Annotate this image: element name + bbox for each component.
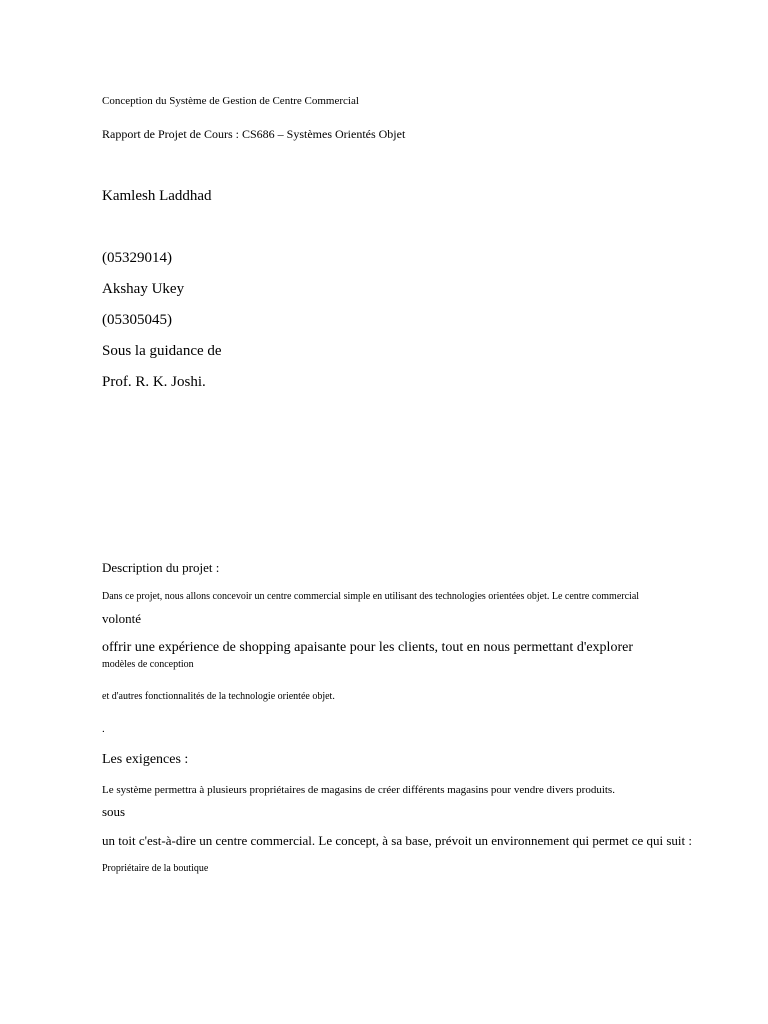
requirements-text-line: un toit c'est-à-dire un centre commercial. Le concept, à sa base, prévoit un environnement qui permet ce qui suit : xyxy=(102,833,693,848)
author1-id: (05329014) xyxy=(102,250,172,266)
description-text-line: volonté xyxy=(102,611,141,626)
supervisor-name: Prof. R. K. Joshi. xyxy=(102,374,206,390)
description-text-line: offrir une expérience de shopping apaisante pour les clients, tout en nous permettant d'explorer xyxy=(102,640,633,655)
description-text-line: et d'autres fonctionnalités de la technologie orientée objet. xyxy=(102,691,335,702)
description-heading: Description du projet : xyxy=(102,560,220,575)
author2-id: (05305045) xyxy=(102,312,172,328)
requirements-text-line: sous xyxy=(102,804,126,819)
description-dot: . xyxy=(102,723,105,735)
shop-owner-label: Propriétaire de la boutique xyxy=(102,863,209,874)
requirements-heading: Les exigences : xyxy=(102,752,189,767)
author1-name: Kamlesh Laddhad xyxy=(102,188,212,204)
description-text-line: modèles de conception xyxy=(102,659,194,670)
document-title: Conception du Système de Gestion de Centre Commercial xyxy=(102,95,359,107)
description-text-line: Dans ce projet, nous allons concevoir un centre commercial simple en utilisant des technologies orientées objet. Le centre commercial xyxy=(102,591,640,602)
document-subtitle: Rapport de Projet de Cours : CS686 – Systèmes Orientés Objet xyxy=(102,127,406,141)
author2-name: Akshay Ukey xyxy=(102,281,185,297)
guidance-label: Sous la guidance de xyxy=(102,343,222,359)
requirements-text-line: Le système permettra à plusieurs propriétaires de magasins de créer différents magasins pour vendre divers produits. xyxy=(102,784,615,796)
